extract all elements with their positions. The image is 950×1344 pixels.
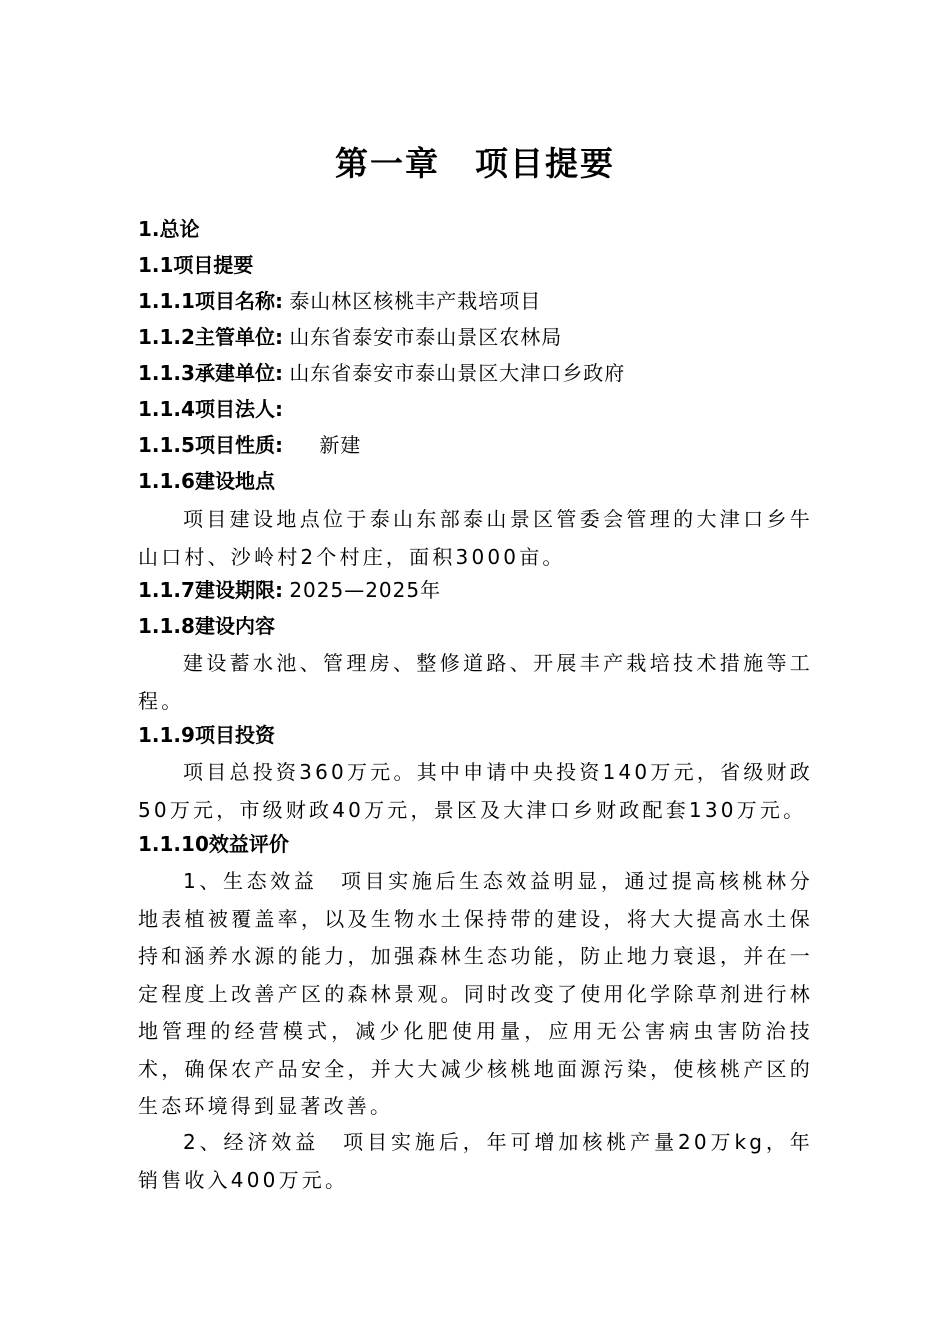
field-label: 1.1.4项目法人: bbox=[138, 397, 283, 421]
section-heading-project-summary: 1.1项目提要 bbox=[138, 253, 254, 277]
section-heading-location: 1.1.6建设地点 bbox=[138, 469, 275, 493]
paragraph-ecological-benefit: 1、生态效益 项目实施后生态效益明显，通过提高核桃林分地表植被覆盖率，以及生物水土保持带的建设，将大大提高水土保持和涵养水源的能力，加强森林生态功能，防止地力衰退，并在一定程度上改善产区的森林景观。同时改变了使用化学除草剂进行林地管理的经营模式，减少化肥使用量，应用无公害病虫害防治技术，确保农产品安全，并大大减少核桃地面源污染，使核桃产区的生态环境得到显著改善。 bbox=[138, 869, 813, 1118]
field-value: 新建 bbox=[319, 433, 362, 457]
paragraph-economic-benefit: 2、经济效益 项目实施后，年可增加核桃产量20万kg，年销售收入400万元。 bbox=[138, 1130, 813, 1192]
field-project-name bbox=[138, 283, 813, 320]
field-label: 1.1.7建设期限: bbox=[138, 578, 283, 602]
field-legal-person bbox=[138, 391, 813, 428]
field-label: 1.1.5项目性质: bbox=[138, 433, 283, 457]
field-value: 山东省泰安市泰山景区农林局 bbox=[289, 325, 563, 349]
field-value: 泰山林区核桃丰产栽培项目 bbox=[289, 289, 542, 313]
field-project-nature bbox=[138, 427, 813, 464]
field-label: 1.1.1项目名称: bbox=[138, 289, 283, 313]
field-label: 1.1.3承建单位: bbox=[138, 361, 283, 385]
field-value: 2025—2025年 bbox=[289, 578, 442, 602]
paragraph-content: 建设蓄水池、管理房、整修道路、开展丰产栽培技术措施等工程。 bbox=[138, 651, 813, 713]
section-heading-investment: 1.1.9项目投资 bbox=[138, 723, 275, 747]
section-heading-benefits: 1.1.10效益评价 bbox=[138, 832, 289, 856]
field-label: 1.1.2主管单位: bbox=[138, 325, 283, 349]
paragraph-investment: 项目总投资360万元。其中申请中央投资140万元，省级财政50万元，市级财政40万元，景区及大津口乡财政配套130万元。 bbox=[138, 760, 813, 822]
field-contractor-unit bbox=[138, 355, 813, 392]
field-value: 山东省泰安市泰山景区大津口乡政府 bbox=[289, 361, 626, 385]
section-heading-content: 1.1.8建设内容 bbox=[138, 614, 275, 638]
chapter-title: 第一章 项目提要 bbox=[335, 144, 615, 183]
section-heading-general: 1.总论 bbox=[138, 217, 200, 241]
paragraph-location: 项目建设地点位于泰山东部泰山景区管委会管理的大津口乡牛山口村、沙岭村2个村庄，面积3000亩。 bbox=[138, 507, 813, 569]
field-construction-period bbox=[138, 572, 813, 609]
field-supervising-unit bbox=[138, 319, 813, 356]
